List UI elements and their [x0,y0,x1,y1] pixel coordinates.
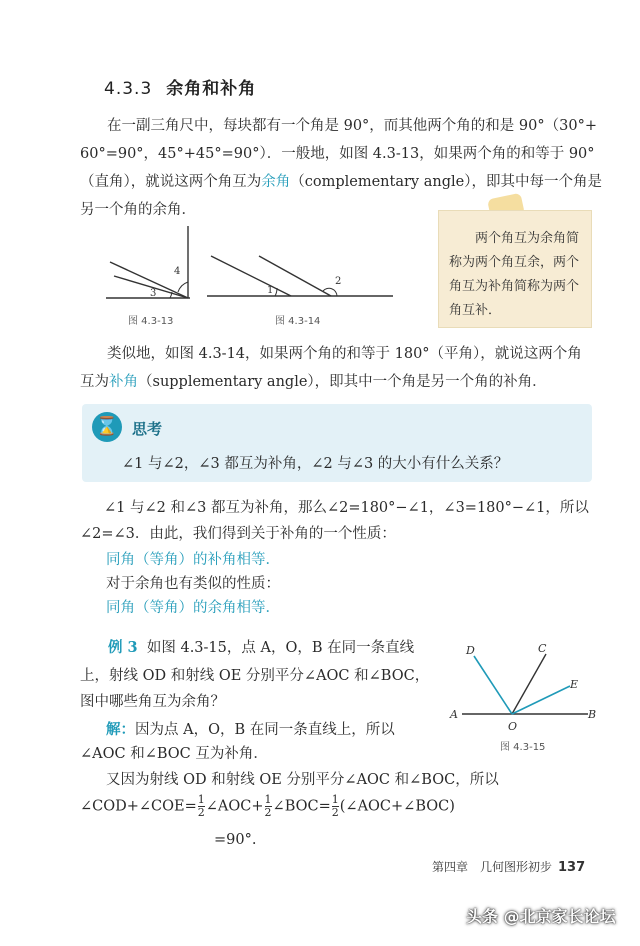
intro-line-3-start: （直角），就说这两个角互为 [80,174,262,190]
fig1-caption: 图 4.3-13 [128,316,174,327]
fraction-num: 1 [264,793,272,806]
fig1-label-3: 3 [150,288,157,299]
eq-part-1: ∠COD+∠COE= [80,798,197,815]
solution-line-2: ∠AOC 和∠BOC 互为补角． [80,746,268,762]
fig1-label-4: 4 [174,266,181,277]
fraction-num: 1 [197,793,205,806]
figure-4-3-15 [448,640,598,735]
similar-line-1: 类似地，如图 4.3-14，如果两个角的和等于 180°（平角），就说这两个角 [107,346,582,362]
fraction [265,794,272,819]
eq-part-2: ∠AOC+ [205,798,264,815]
fig3-label-b: B [588,708,597,721]
figure-4-3-13 [100,224,200,314]
fig3-label-o: O [508,720,518,733]
fraction-den: 2 [197,806,205,819]
solution-label: 解： [106,721,135,738]
fig2-label-1: 1 [267,285,274,296]
fig2-caption: 图 4.3-14 [275,316,321,327]
fig3-label-d: D [466,644,475,657]
fraction [332,794,339,819]
example-line-2: 上，射线 OD 和射线 OE 分别平分∠AOC 和∠BOC， [80,668,430,684]
think-question: ∠1 与∠2，∠3 都互为补角，∠2 与∠3 的大小有什么关系？ [122,456,509,472]
example-label: 例 3 [108,639,138,656]
property-supplementary: 同角（等角）的补角相等． [106,552,280,568]
note-line: 角互补． [449,303,502,318]
eq-part-4: (∠AOC+∠BOC) [339,798,455,815]
eq-part-3: ∠BOC= [272,798,331,815]
intro-line-3-rest: （complementary angle），即其中每一个角是 [290,174,602,190]
fraction-num: 1 [331,793,339,806]
fraction [198,794,205,819]
solution-line-3: 又因为射线 OD 和射线 OE 分别平分∠AOC 和∠BOC，所以 [106,772,499,788]
figure-4-3-14 [205,244,395,304]
similar-line-2-rest: （supplementary angle），即其中一个角是另一个角的补角． [138,374,547,390]
fig3-label-a: A [450,708,458,721]
term-complementary: 余角 [261,174,291,190]
example-line-3: 图中哪些角互为余角？ [80,694,225,710]
answer-line-3: 对于余角也有类似的性质： [106,576,280,592]
note-line: 称为两个角互余，两个 [449,255,580,270]
fig3-label-e: E [570,678,579,691]
hourglass-icon: ⌛ [92,412,122,442]
similar-line-2 [80,370,547,391]
property-complementary: 同角（等角）的余角相等． [106,600,280,616]
fraction-den: 2 [264,806,272,819]
page-number: 137 [558,860,586,875]
think-label: 思考 [132,420,163,438]
note-line: 两个角互为余角简 [475,231,580,246]
similar-line-2-start: 互为 [80,374,109,390]
term-supplementary: 补角 [109,374,138,390]
note-line: 角互为补角简称为两个 [449,279,580,294]
fig3-caption: 图 4.3-15 [500,742,546,753]
example-line-1 [108,636,414,657]
fig3-label-c: C [538,642,547,655]
intro-line-1: 在一副三角尺中，每块都有一个角是 90°，而其他两个角的和是 90°（30°+ [107,118,597,134]
intro-line-3 [80,170,602,191]
chapter-title: 第四章 几何图形初步 [432,860,553,874]
intro-line-2: 60°=90°，45°+45°=90°）．一般地，如图 4.3-13，如果两个角的和等于 90° [80,146,595,162]
answer-line-2: ∠2=∠3．由此，我们得到关于补角的一个性质： [80,526,396,542]
fraction-den: 2 [331,806,339,819]
section-title: 余角和补角 [166,79,257,99]
intro-line-4: 另一个角的余角． [80,202,196,218]
answer-line-1: ∠1 与∠2 和∠3 都互为补角，那么∠2=180°−∠1，∠3=180°−∠1，所以 [104,500,589,516]
page-footer [432,858,585,875]
solution-line-1 [106,718,395,739]
note-box [438,210,592,328]
section-number: 4.3.3 [104,79,153,99]
watermark: 头条 @北京家长论坛 [466,907,616,926]
fig2-label-2: 2 [335,276,342,287]
example-text-1: 如图 4.3-15，点 A，O，B 在同一条直线 [146,640,415,656]
equation-line [80,794,455,819]
solution-text-1: 因为点 A，O，B 在同一条直线上，所以 [135,722,395,738]
section-heading [104,74,256,99]
equation-result: =90°. [214,832,257,848]
